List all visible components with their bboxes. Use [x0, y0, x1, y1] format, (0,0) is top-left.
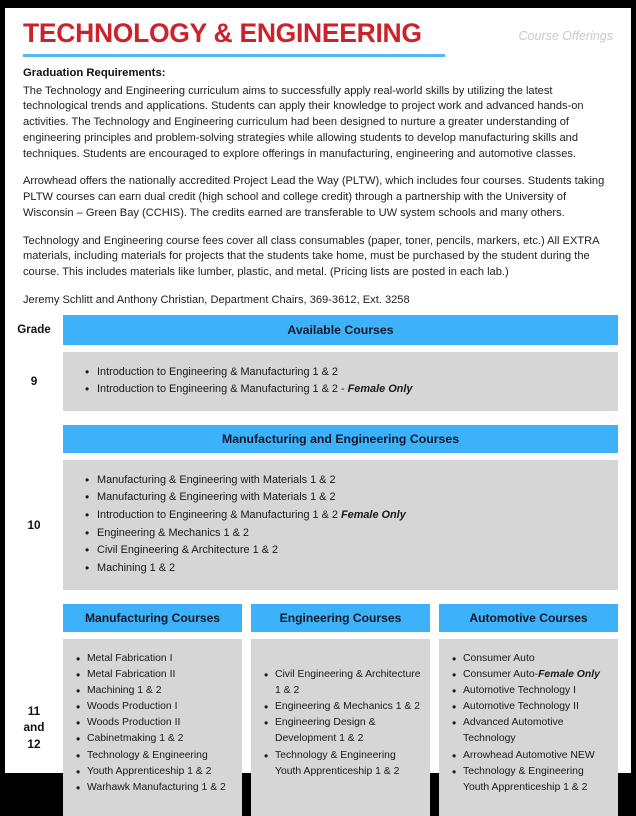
- intro-paragraph-2: Arrowhead offers the nationally accredited Project Lead the Way (PLTW), which includes four courses. Students taking PLTW courses can earn dual credit (high school and college credit) through a partnership with the University of Wisconsin – Green Bay (CCHIS). The credits earned are transferable to UW system schools and many others.: [23, 175, 605, 219]
- grade1112-column-box: [63, 639, 242, 816]
- intro-section: [5, 67, 631, 309]
- course-list-item: • Introduction to Engineering & Manufacturing 1 & 2 - Female Only: [97, 381, 608, 399]
- grade1112-column-header: Manufacturing Courses: [63, 604, 242, 632]
- section-gap-1: [5, 411, 618, 425]
- course-emphasis-note: Female Only: [347, 383, 413, 396]
- grade10-header-row: [5, 425, 618, 453]
- header-row: [23, 20, 613, 47]
- course-list-item: • Machining 1 & 2: [97, 560, 608, 578]
- grade10-label: 10: [27, 517, 41, 532]
- course-list-item: • Woods Production II: [87, 715, 236, 731]
- course-list-item: • Introduction to Engineering & Manufacturing 1 & 2 Female Only: [97, 507, 608, 525]
- course-list-item: • Engineering & Mechanics 1 & 2: [97, 525, 608, 543]
- course-list-item: • Technology & Engineering Youth Apprenticeship 1 & 2: [275, 748, 424, 780]
- course-list-item: • Civil Engineering & Architecture 1 & 2: [97, 542, 608, 560]
- grade1112-course-list: [439, 651, 612, 796]
- course-list-item: • Warhawk Manufacturing 1 & 2: [87, 780, 236, 796]
- course-list-item: • Consumer Auto-Female Only: [463, 667, 612, 683]
- grade10-course-list: [63, 472, 608, 578]
- grade1112-label: [5, 639, 63, 816]
- course-list-item: • Introduction to Engineering & Manufacturing 1 & 2: [97, 364, 608, 382]
- grade-column-header: Grade: [17, 322, 51, 336]
- intro-paragraph-3: Technology and Engineering course fees cover all class consumables (paper, toner, pencils, markers, etc.) All EXTRA materials, including materials for projects that the students take home, must be purchased by the student during the course. This includes materials like lumber, plastic, and metal. (Pricing lists are posted in each lab.): [23, 234, 599, 278]
- grade10-row: [5, 460, 618, 590]
- grade9-course-list: [63, 364, 608, 399]
- page-title: TECHNOLOGY & ENGINEERING: [23, 18, 422, 48]
- course-list-item: • Technology & Engineering Youth Apprenticeship 1 & 2: [463, 764, 612, 796]
- department-chairs-contact: Jeremy Schlitt and Anthony Christian, Department Chairs, 369-3612, Ext. 3258: [23, 293, 410, 306]
- course-list-item: • Automotive Technology II: [463, 699, 612, 715]
- course-list-item: • Youth Apprenticeship 1 & 2: [87, 764, 236, 780]
- grade1112-course-list: [251, 667, 424, 780]
- course-list-item: • Manufacturing & Engineering with Materials 1 & 2: [97, 472, 608, 490]
- course-emphasis-note: Female Only: [538, 668, 600, 680]
- course-list-item: • Engineering & Mechanics 1 & 2: [275, 699, 424, 715]
- course-list-item: • Cabinetmaking 1 & 2: [87, 731, 236, 747]
- grade9-section-header: Available Courses: [63, 315, 618, 345]
- course-list-item: • Manufacturing & Engineering with Materials 1 & 2: [97, 489, 608, 507]
- course-list-item: • Machining 1 & 2: [87, 683, 236, 699]
- course-list-item: • Woods Production I: [87, 699, 236, 715]
- grade1112-label-line2: and: [23, 720, 45, 735]
- grade1112-column-headers: [63, 604, 618, 632]
- course-list-item: • Advanced Automotive Technology: [463, 715, 612, 747]
- grade1112-column-header: Automotive Courses: [439, 604, 618, 632]
- grade10-courses-box: [63, 460, 618, 590]
- course-list-item: • Technology & Engineering: [87, 748, 236, 764]
- course-catalog-page: [5, 8, 631, 793]
- course-list-item: • Automotive Technology I: [463, 683, 612, 699]
- grade1112-course-list: [63, 651, 236, 796]
- grade1112-column-bodies: [63, 639, 618, 816]
- intro-paragraph-1: The Technology and Engineering curriculum aims to successfully apply real-world skills by utilizing the latest technological trends and applications. Students can apply their knowledge to project work and advanced hands-on activities. The Technology and Engineering curriculum had been designed to nurture a greater understanding of engineering principles and problem-solving strategies while allowing students to develop manufacturing skills and techniques. Students are encouraged to explore offerings in manufacturing, engineering and automotive classes.: [23, 84, 584, 160]
- course-emphasis-note: Female Only: [340, 509, 406, 522]
- grade1112-column-box: [439, 639, 618, 816]
- course-offerings-table: [5, 315, 631, 816]
- grade1112-column-header: Engineering Courses: [251, 604, 430, 632]
- grade9-row: [5, 352, 618, 411]
- section-gap-2: [5, 590, 618, 604]
- grade1112-label-line3: 12: [27, 736, 41, 751]
- course-list-item: • Civil Engineering & Architecture 1 & 2: [275, 667, 424, 699]
- grade10-section-header: Manufacturing and Engineering Courses: [63, 425, 618, 453]
- course-offerings-label: Course Offerings: [518, 28, 613, 43]
- grade9-courses-box: [63, 352, 618, 411]
- course-list-item: • Metal Fabrication I: [87, 651, 236, 667]
- grade1112-row: [5, 639, 618, 816]
- grade9-label: 9: [30, 373, 38, 388]
- grade1112-column-box: [251, 639, 430, 816]
- title-underline-rule: [23, 54, 445, 57]
- course-list-item: • Metal Fabrication II: [87, 667, 236, 683]
- grade1112-label-line1: 11: [27, 703, 41, 718]
- course-list-item: • Consumer Auto: [463, 651, 612, 667]
- grade9-header-row: [5, 315, 618, 345]
- graduation-requirements-heading: Graduation Requirements:: [23, 66, 166, 79]
- page-header: [5, 8, 631, 57]
- course-list-item: • Arrowhead Automotive NEW: [463, 748, 612, 764]
- course-list-item: • Engineering Design & Development 1 & 2: [275, 715, 424, 747]
- grade1112-header-row: [5, 604, 618, 632]
